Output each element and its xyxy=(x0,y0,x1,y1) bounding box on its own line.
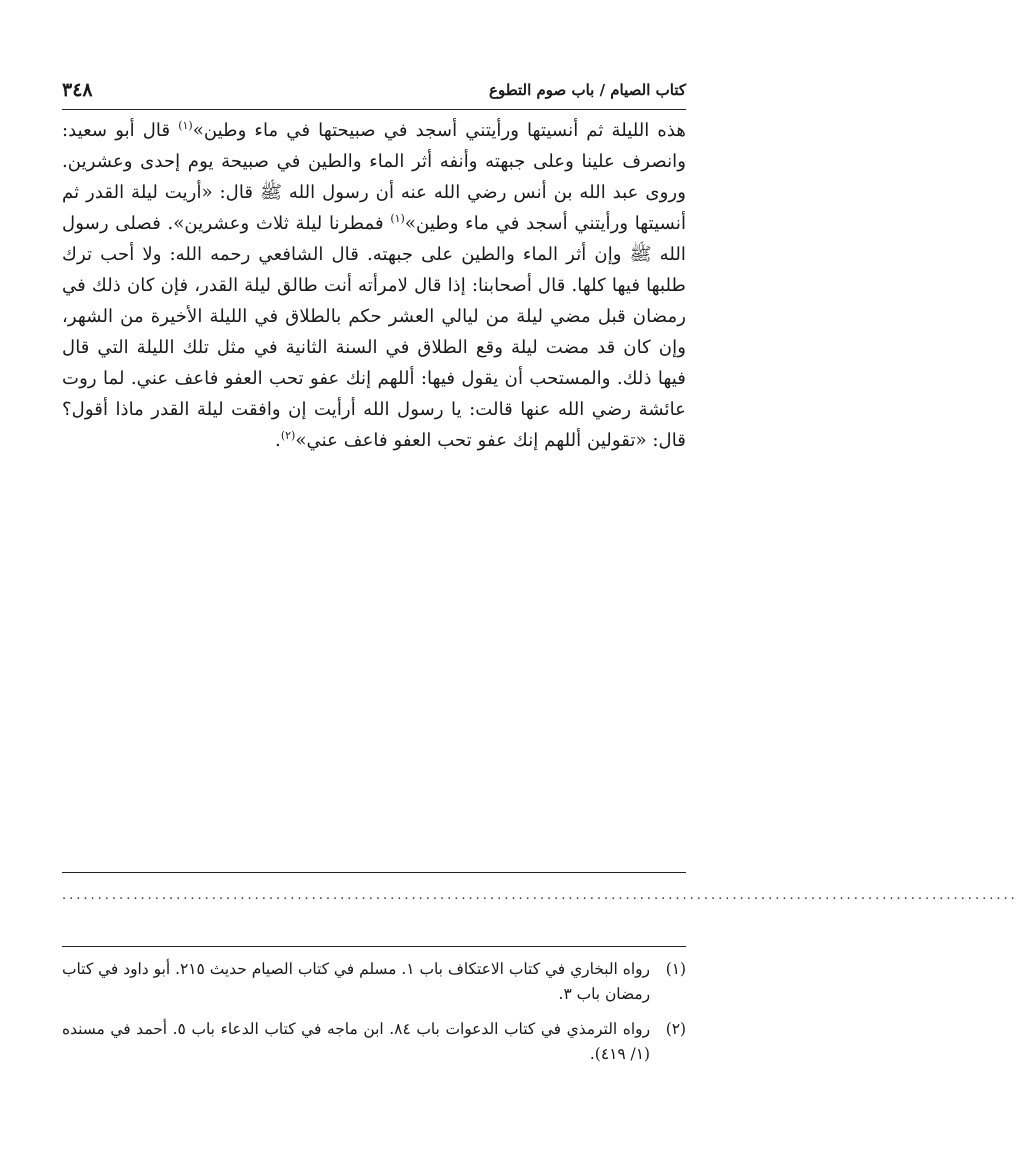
body-segment-1: هذه الليلة ثم أنسيتها ورأيتني أسجد في صبيحتها في ماء وطين» xyxy=(192,120,687,141)
body-segment-2: قال أبو سعيد: وانصرف علينا وعلى جبهته وأنفه أثر الماء والطين في صبيحة يوم إحدى وعشرين. وروى عبد الله بن أنس رضي الله عنه أن رسول الله ﷺ قال: «أريت ليلة القدر ثم أنسيتها ورأيتني أسجد في ماء وطين» xyxy=(62,120,686,234)
footnote-2 xyxy=(62,1017,686,1067)
footnote-text: رواه الترمذي في كتاب الدعوات باب ٨٤. ابن ماجه في كتاب الدعاء باب ٥. أحمد في مسنده (١/ ٤١٩). xyxy=(62,1020,651,1063)
footnote-marker: (٢) xyxy=(665,1020,686,1038)
header-rule xyxy=(62,109,686,110)
footnote-marker: (١) xyxy=(665,960,686,978)
page-header xyxy=(62,70,686,110)
footnote-text: رواه البخاري في كتاب الاعتكاف باب ١. مسلم في كتاب الصيام حديث ٢١٥. أبو داود في كتاب رمضان باب ٣. xyxy=(62,960,650,1003)
page-number: ٣٤٨ xyxy=(62,79,93,101)
footnote-1 xyxy=(62,957,686,1007)
body-text xyxy=(62,115,686,456)
footnote-ref-2: (١) xyxy=(390,211,405,225)
footnote-separator-bottom xyxy=(62,946,686,947)
footnote-ref-3: (٢) xyxy=(280,428,296,442)
footnotes xyxy=(62,957,686,1077)
footnote-ref-1: (١) xyxy=(178,118,193,132)
dotted-separator: ...................................................................................................................................... xyxy=(62,888,1018,903)
body-segment-3: فمطرنا ليلة ثلاث وعشرين». فصلى رسول الله ﷺ وإن أثر الماء والطين على جبهته. قال الشافعي رحمه الله: ولا أحب ترك طلبها فيها كلها. قال أصحابنا: إذا قال لامرأته أنت طالق ليلة القدر، فإن كان ذلك في رمضان قبل مضي ليلة من ليالي العشر حكم بالطلاق في الليلة الأخيرة من الشهر، وإن كان قد مضت ليلة وقع الطلاق في السنة الثانية في مثل تلك الليلة التي قال فيها ذلك. والمستحب أن يقول فيها: أللهم إنك عفو تحب العفو فاعف عني. لما روت عائشة رضي الله عنها قالت: يا رسول الله أرأيت إن وافقت ليلة القدر ماذا أقول؟ قال: «تقولين أللهم إنك عفو تحب العفو فاعف عني» xyxy=(62,213,686,451)
footnote-separator-top xyxy=(62,872,686,873)
body-segment-4: . xyxy=(275,430,281,451)
running-title: كتاب الصيام / باب صوم التطوع xyxy=(489,81,686,99)
